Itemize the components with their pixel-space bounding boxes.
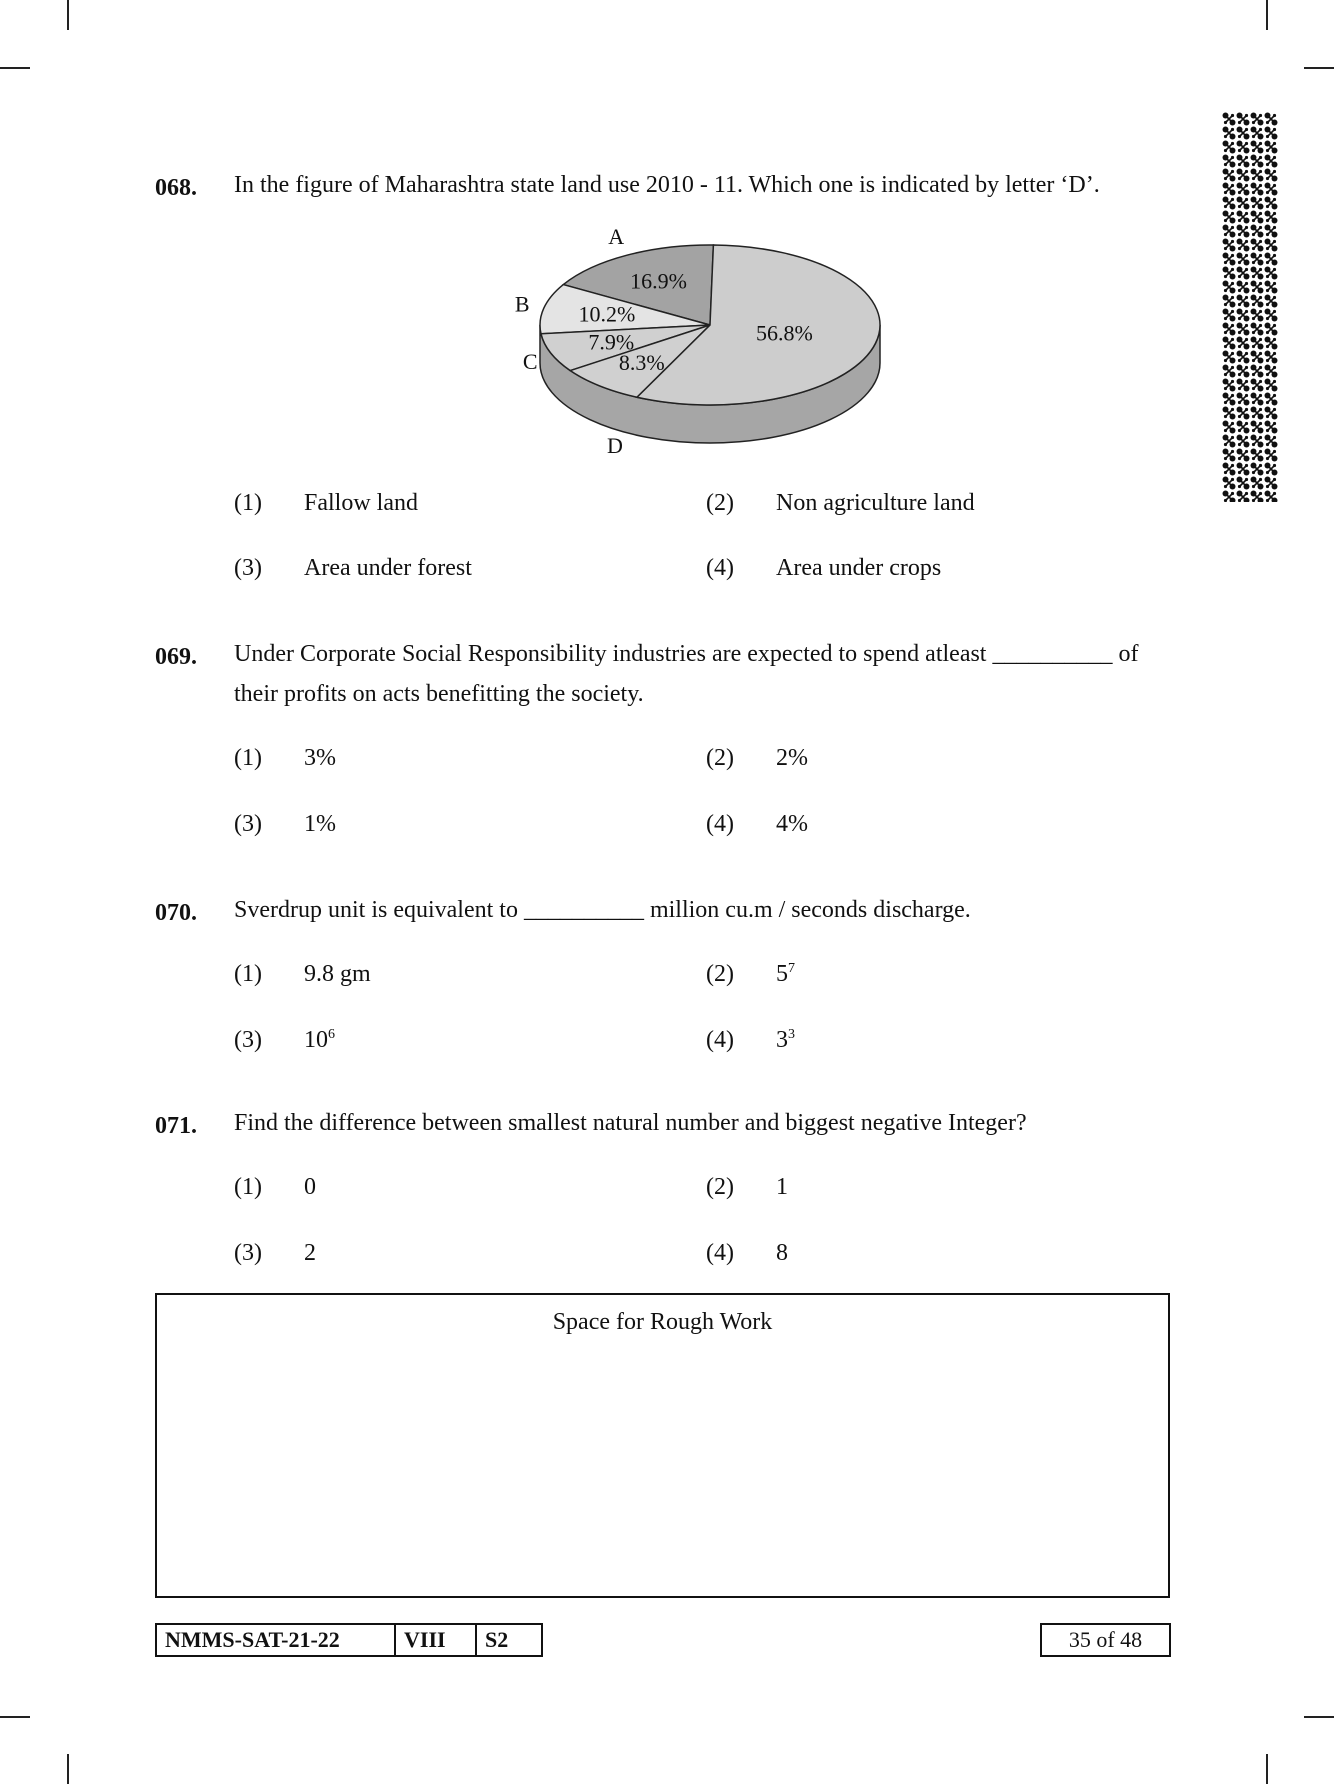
pie-value-label: 10.2% xyxy=(578,301,636,327)
question-number: 070. xyxy=(155,900,197,926)
option-base: 3 xyxy=(776,1027,788,1053)
option-number: (4) xyxy=(706,811,734,837)
crop-mark xyxy=(67,1754,69,1784)
option-text: 2 xyxy=(304,1240,316,1266)
option-number: (2) xyxy=(706,1174,734,1200)
option-text: 3% xyxy=(304,745,336,771)
option-number: (1) xyxy=(234,490,262,516)
rough-work-box xyxy=(155,1293,1170,1598)
footer-code-box xyxy=(155,1623,543,1657)
pie-letter-label: D xyxy=(607,433,623,458)
option-text: 4% xyxy=(776,811,808,837)
crop-mark xyxy=(1266,1754,1268,1784)
question-number: 068. xyxy=(155,175,197,201)
decorative-pattern xyxy=(1222,112,1278,502)
option-number: (1) xyxy=(234,1174,262,1200)
crop-mark xyxy=(1304,67,1334,69)
rough-work-title: Space for Rough Work xyxy=(552,1309,773,1335)
option-text: Non agriculture land xyxy=(776,490,975,516)
pie-value-label: 8.3% xyxy=(618,349,665,375)
option-text: Area under crops xyxy=(776,555,942,581)
option-exponent: 7 xyxy=(788,961,795,976)
option-number: (2) xyxy=(706,490,734,516)
option-base: 5 xyxy=(776,961,788,987)
option-number: (3) xyxy=(234,811,262,837)
option-text: 1 xyxy=(776,1174,788,1200)
question-text: Sverdrup unit is equivalent to __________ million cu.m / seconds discharge. xyxy=(234,897,971,923)
page-number: 35 of 48 xyxy=(1040,1623,1171,1657)
question-number: 071. xyxy=(155,1113,197,1139)
option-number: (1) xyxy=(234,961,262,987)
set-label: S2 xyxy=(475,1625,541,1655)
pie-letter-label: C xyxy=(522,348,538,374)
option-number: (4) xyxy=(706,1027,734,1053)
option-number: (4) xyxy=(706,555,734,581)
question-text: Find the difference between smallest natural number and biggest negative Integer? xyxy=(234,1110,1027,1136)
option-text: 8 xyxy=(776,1240,788,1266)
option-number: (3) xyxy=(234,1240,262,1266)
option-text: Fallow land xyxy=(304,490,418,516)
option-text: 1% xyxy=(304,811,336,837)
crop-mark xyxy=(1266,0,1268,30)
option-number: (2) xyxy=(706,961,734,987)
crop-mark xyxy=(1304,1716,1334,1718)
option-text: 9.8 gm xyxy=(304,961,371,987)
crop-mark xyxy=(0,67,30,69)
option-number: (2) xyxy=(706,745,734,771)
pie-value-label: 16.9% xyxy=(630,268,687,294)
question-text: In the figure of Maharashtra state land use 2010 - 11. Which one is indicated by letter ‘D’. xyxy=(234,172,1100,198)
pie-letter-label: B xyxy=(514,291,530,317)
paper-code: NMMS-SAT-21-22 xyxy=(165,1627,340,1652)
question-text: Under Corporate Social Responsibility industries are expected to spend atleast __________ of their profits on acts benefitting the society. xyxy=(234,641,1139,707)
crop-mark xyxy=(0,1716,30,1718)
option-text xyxy=(304,1027,335,1054)
option-base: 10 xyxy=(304,1027,328,1053)
option-number: (4) xyxy=(706,1240,734,1266)
pie-value-label: 7.9% xyxy=(588,329,635,355)
option-text: Area under forest xyxy=(304,555,472,581)
option-text xyxy=(776,961,795,988)
pie-value-label: 56.8% xyxy=(756,320,813,346)
grade-label: VIII xyxy=(394,1625,475,1655)
option-text: 0 xyxy=(304,1174,316,1200)
option-exponent: 6 xyxy=(328,1027,335,1042)
option-exponent: 3 xyxy=(788,1027,795,1042)
question-number: 069. xyxy=(155,644,197,670)
pie-chart xyxy=(500,220,920,460)
option-text xyxy=(776,1027,795,1054)
crop-mark xyxy=(67,0,69,30)
pie-letter-label: A xyxy=(608,223,625,249)
option-number: (1) xyxy=(234,745,262,771)
option-number: (3) xyxy=(234,1027,262,1053)
option-text: 2% xyxy=(776,745,808,771)
option-number: (3) xyxy=(234,555,262,581)
